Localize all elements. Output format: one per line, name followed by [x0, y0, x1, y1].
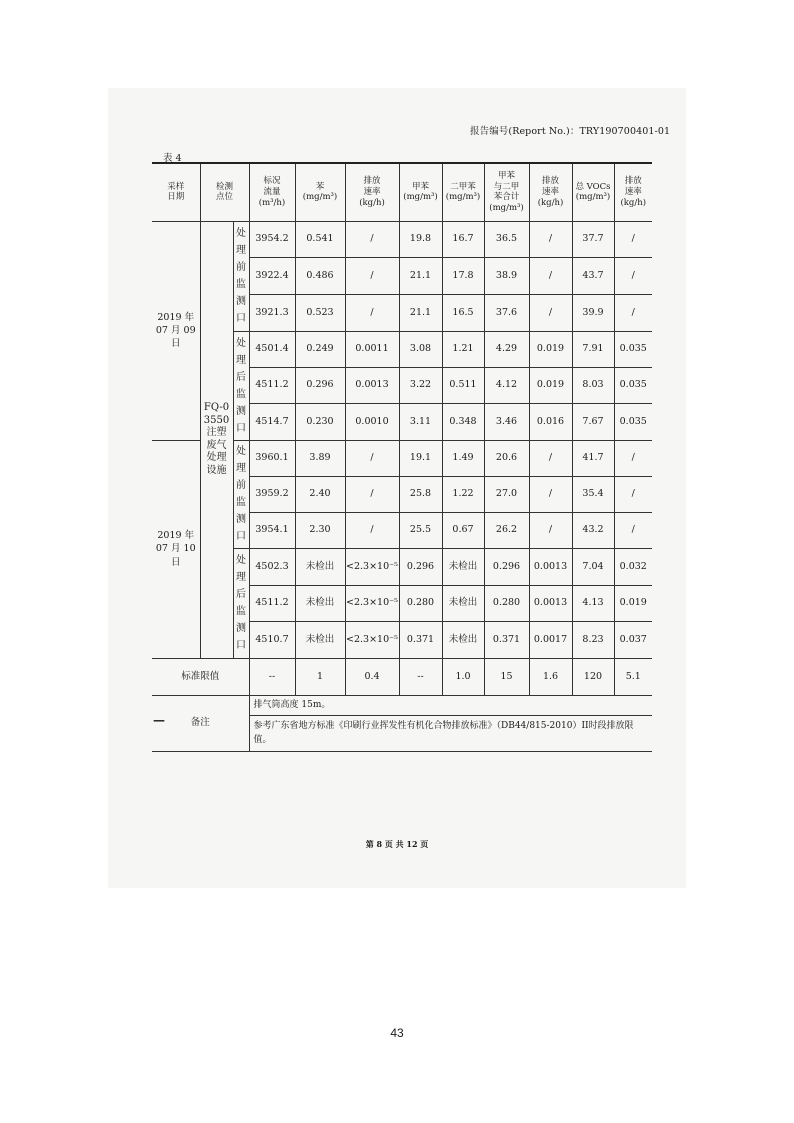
- col-header-vocs-rate: 排放 速率 (kg/h): [614, 163, 652, 221]
- col-header-sum-rate: 排放 速率 (kg/h): [529, 163, 572, 221]
- point-before-1: 处理前监测口: [233, 221, 249, 331]
- scan-mark: —: [153, 713, 165, 727]
- col-header-vocs: 总 VOCs (mg/m³): [572, 163, 614, 221]
- device-label: FQ-03550 注塑废气处理设施: [200, 221, 233, 658]
- table-row: 4511.2 未检出 <2.3×10⁻⁵ 0.280 未检出 0.280 0.0013 4.13 0.019: [152, 585, 652, 621]
- table-row: 2019 年 07 月 09 日 FQ-03550 注塑废气处理设施 处理前监测口 3954.2 0.541 / 19.8 16.7 36.5 / 37.7 /: [152, 221, 652, 257]
- remarks-line-2: 参考广东省地方标准《印刷行业挥发性有机化合物排放标准》（DB44/815-2010）II时段排放限值。: [249, 715, 652, 751]
- page-footer: 第 8 页 共 12 页: [365, 839, 429, 849]
- limit-row: 标准限值 -- 1 0.4 -- 1.0 15 1.6 120 5.1: [152, 658, 652, 695]
- col-header-benzene-rate: 排放 速率 (kg/h): [345, 163, 399, 221]
- page-number: 43: [390, 1026, 404, 1040]
- col-header-point: 检测 点位: [200, 163, 249, 221]
- table-row: 3954.1 2.30 / 25.5 0.67 26.2 / 43.2 /: [152, 512, 652, 548]
- table-row: 4514.7 0.230 0.0010 3.11 0.348 3.46 0.016 7.67 0.035: [152, 403, 652, 440]
- table-row: 3959.2 2.40 / 25.8 1.22 27.0 / 35.4 /: [152, 476, 652, 512]
- table-row: 处理后监测口 4501.4 0.249 0.0011 3.08 1.21 4.29 0.019 7.91 0.035: [152, 331, 652, 367]
- point-after-2: 处理后监测口: [233, 548, 249, 658]
- col-header-xylene: 二甲苯 (mg/m³): [442, 163, 484, 221]
- table-row: 4511.2 0.296 0.0013 3.22 0.511 4.12 0.019 8.03 0.035: [152, 367, 652, 403]
- table-row: 4510.7 未检出 <2.3×10⁻⁵ 0.371 未检出 0.371 0.0017 8.23 0.037: [152, 621, 652, 658]
- remarks-label: 备注: [152, 695, 249, 751]
- report-number: 报告编号(Report No.)：TRY190700401-01: [470, 126, 671, 137]
- col-header-flow: 标况 流量 (m³/h): [249, 163, 295, 221]
- col-header-date: 采样 日期: [152, 163, 200, 221]
- header-row: [152, 163, 652, 221]
- table-label: 表 4: [163, 153, 182, 164]
- sampling-date-1: 2019 年 07 月 09 日: [152, 221, 200, 440]
- sampling-date-2: 2019 年 07 月 10 日: [152, 440, 200, 658]
- col-header-toluene: 甲苯 (mg/m³): [399, 163, 442, 221]
- table-row: 2019 年 07 月 10 日 处理前监测口 3960.1 3.89 / 19.1 1.49 20.6 / 41.7 /: [152, 440, 652, 476]
- remarks-row: [152, 695, 652, 715]
- table-row: 3922.4 0.486 / 21.1 17.8 38.9 / 43.7 /: [152, 257, 652, 294]
- emission-data-table: [152, 162, 652, 752]
- remarks-line-1: 排气筒高度 15m。: [249, 695, 652, 715]
- point-before-2: 处理前监测口: [233, 440, 249, 548]
- col-header-benzene: 苯 (mg/m³): [295, 163, 345, 221]
- table-row: 3921.3 0.523 / 21.1 16.5 37.6 / 39.9 /: [152, 294, 652, 331]
- col-header-toluene-xylene-sum: 甲苯 与二甲 苯合计 (mg/m³): [484, 163, 529, 221]
- point-after-1: 处理后监测口: [233, 331, 249, 440]
- table-row: 处理后监测口 4502.3 未检出 <2.3×10⁻⁵ 0.296 未检出 0.296 0.0013 7.04 0.032: [152, 548, 652, 585]
- limit-label: 标准限值: [152, 658, 249, 695]
